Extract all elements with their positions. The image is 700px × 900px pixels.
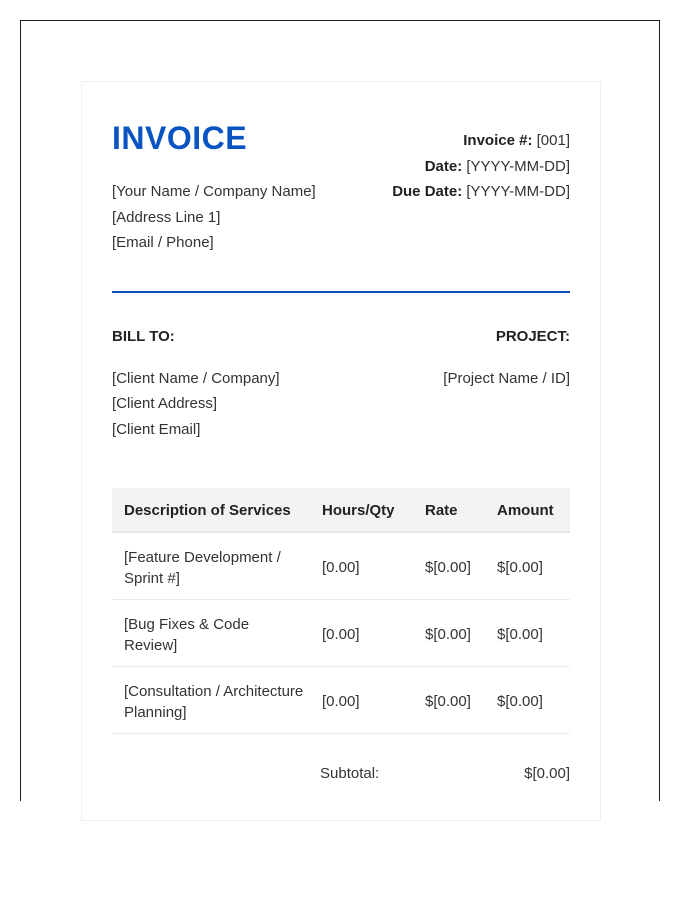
row-qty: [0.00] bbox=[322, 626, 360, 643]
header-hours-qty: Hours/Qty bbox=[322, 502, 395, 519]
due-date-label: Due Date: bbox=[392, 183, 463, 200]
header-description: Description of Services bbox=[124, 502, 291, 519]
due-date bbox=[392, 183, 570, 200]
sender-contact: [Email / Phone] bbox=[112, 234, 214, 251]
table-row bbox=[112, 533, 570, 600]
invoice-date-label: Date: bbox=[424, 158, 463, 175]
row-description: [Bug Fixes & Code Review] bbox=[124, 616, 250, 654]
client-name: [Client Name / Company] bbox=[112, 370, 280, 387]
table-row bbox=[112, 667, 570, 734]
subtotal-value: $[0.00] bbox=[524, 765, 570, 782]
invoice-title: INVOICE bbox=[112, 120, 248, 156]
invoice-date-value: [YYYY-MM-DD] bbox=[466, 158, 570, 175]
row-description: [Feature Development / Sprint #] bbox=[124, 549, 281, 587]
row-qty: [0.00] bbox=[322, 559, 360, 576]
header-amount: Amount bbox=[497, 502, 554, 519]
row-rate: $[0.00] bbox=[425, 626, 471, 643]
invoice-number-label: Invoice #: bbox=[463, 132, 533, 149]
project-value: [Project Name / ID] bbox=[443, 370, 570, 387]
client-email: [Client Email] bbox=[112, 421, 201, 438]
table-row bbox=[112, 600, 570, 667]
bill-to-label: BILL TO: bbox=[112, 328, 175, 345]
invoice-number-value: [001] bbox=[536, 132, 570, 149]
client-address: [Client Address] bbox=[112, 395, 218, 412]
services-table bbox=[112, 488, 570, 734]
row-rate: $[0.00] bbox=[425, 693, 471, 710]
sender-name: [Your Name / Company Name] bbox=[112, 183, 316, 200]
row-rate: $[0.00] bbox=[425, 559, 471, 576]
row-amount: $[0.00] bbox=[497, 693, 543, 710]
table-header bbox=[112, 488, 570, 533]
header-divider bbox=[112, 291, 570, 293]
row-qty: [0.00] bbox=[322, 693, 360, 710]
sender-address: [Address Line 1] bbox=[112, 209, 221, 226]
invoice-date bbox=[425, 158, 570, 175]
subtotal-label: Subtotal: bbox=[320, 765, 380, 782]
invoice-number bbox=[463, 132, 570, 149]
row-amount: $[0.00] bbox=[497, 626, 543, 643]
due-date-value: [YYYY-MM-DD] bbox=[466, 183, 570, 200]
row-amount: $[0.00] bbox=[497, 559, 543, 576]
project-label: PROJECT: bbox=[495, 328, 570, 345]
row-description: [Consultation / Architecture Planning] bbox=[124, 683, 304, 721]
header-rate: Rate bbox=[425, 502, 458, 519]
